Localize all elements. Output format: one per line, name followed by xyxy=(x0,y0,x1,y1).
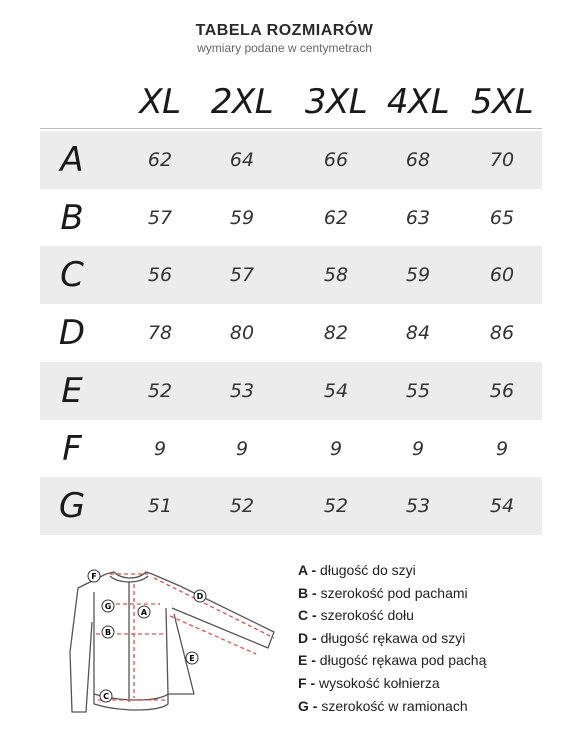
legend-key: D xyxy=(298,629,309,646)
table-cell: 54 xyxy=(489,495,515,518)
table-cell: 60 xyxy=(489,264,515,287)
marker-c xyxy=(100,690,112,702)
table-cell: 9 xyxy=(153,437,167,460)
table-cell: 82 xyxy=(323,322,349,345)
table-row xyxy=(40,189,542,247)
legend-text: długość rękawa pod pachą xyxy=(319,652,487,669)
legend-separator: - xyxy=(307,652,320,669)
legend-item xyxy=(298,652,486,675)
table-cell: 68 xyxy=(405,149,431,171)
row-label: D xyxy=(58,313,86,354)
legend-key: F xyxy=(298,674,307,691)
table-cell: 53 xyxy=(405,495,431,518)
row-label: F xyxy=(62,428,82,469)
table-cell: 9 xyxy=(411,437,425,460)
table-row xyxy=(40,420,542,478)
table-cell: 51 xyxy=(147,495,173,518)
legend-text: długość rękawa od szyi xyxy=(320,629,466,646)
table-cell: 52 xyxy=(147,379,173,402)
table-cell: 9 xyxy=(235,437,249,460)
legend-key: C xyxy=(298,607,309,624)
table-cell: 53 xyxy=(229,379,255,402)
table-cell: 86 xyxy=(489,322,515,345)
table-row xyxy=(40,246,542,304)
table-row xyxy=(40,477,542,535)
legend-key: A xyxy=(298,562,308,578)
svg-text:D: D xyxy=(196,592,204,601)
table-cell: 62 xyxy=(323,206,349,229)
legend-separator: - xyxy=(307,562,321,578)
size-header-2xl: 2XL xyxy=(210,82,274,122)
svg-text:A: A xyxy=(140,608,148,617)
table-cell: 66 xyxy=(323,149,349,171)
table-cell: 65 xyxy=(489,206,515,229)
table-row xyxy=(40,362,542,420)
svg-text:E: E xyxy=(189,654,195,663)
legend-text: szerokość w ramionach xyxy=(321,697,468,714)
marker-d xyxy=(194,590,206,602)
legend-item xyxy=(298,562,486,585)
table-cell: 63 xyxy=(405,206,431,229)
size-header-4xl: 4XL xyxy=(386,82,450,122)
svg-text:B: B xyxy=(104,628,112,637)
table-cell: 80 xyxy=(229,322,255,345)
legend-separator: - xyxy=(308,697,322,714)
marker-b xyxy=(102,626,114,638)
legend-item xyxy=(298,585,486,608)
table-cell: 59 xyxy=(229,206,255,229)
table-cell: 52 xyxy=(323,495,349,518)
marker-a xyxy=(138,606,150,618)
row-label: E xyxy=(61,370,83,411)
row-label: C xyxy=(60,255,84,296)
row-label: G xyxy=(58,486,86,527)
table-cell: 70 xyxy=(489,149,515,171)
legend-text: długość do szyi xyxy=(320,562,416,578)
table-cell: 78 xyxy=(147,322,173,345)
table-cell: 54 xyxy=(323,379,349,402)
marker-g xyxy=(102,600,114,612)
row-label: A xyxy=(60,140,84,180)
table-cell: 56 xyxy=(147,264,173,287)
table-cell: 9 xyxy=(495,437,509,460)
legend-item xyxy=(298,675,486,698)
legend-key: B xyxy=(298,584,309,601)
row-label: B xyxy=(60,197,84,238)
legend-separator: - xyxy=(306,674,320,691)
legend-text: szerokość pod pachami xyxy=(320,584,468,601)
legend-separator: - xyxy=(308,584,321,601)
table-cell: 57 xyxy=(147,206,173,229)
table-cell: 62 xyxy=(147,149,173,171)
table-cell: 9 xyxy=(329,437,343,460)
table-row xyxy=(40,304,542,362)
table-top-divider xyxy=(40,128,542,129)
legend-text: wysokość kołnierza xyxy=(319,674,440,691)
jacket-measurement-diagram xyxy=(60,562,292,722)
legend-separator: - xyxy=(308,607,321,624)
table-row xyxy=(40,131,542,189)
legend-item xyxy=(298,630,486,653)
svg-text:G: G xyxy=(104,602,112,611)
table-cell: 57 xyxy=(229,264,255,287)
table-cell: 52 xyxy=(229,495,255,518)
table-cell: 58 xyxy=(323,264,349,287)
table-cell: 56 xyxy=(489,379,515,402)
legend-text: szerokość dołu xyxy=(320,607,414,624)
marker-f xyxy=(88,570,100,582)
page-subtitle: wymiary podane w centymetrach xyxy=(197,41,372,55)
svg-text:F: F xyxy=(91,572,97,581)
size-header-5xl: 5XL xyxy=(470,82,534,122)
legend-item xyxy=(298,698,486,721)
legend-key: G xyxy=(298,697,309,714)
table-cell: 64 xyxy=(229,149,255,171)
table-cell: 59 xyxy=(405,264,431,287)
legend-item xyxy=(298,607,486,630)
size-header-xl: XL xyxy=(139,82,181,122)
size-header-3xl: 3XL xyxy=(304,82,368,122)
marker-e xyxy=(186,652,198,664)
table-cell: 55 xyxy=(405,379,431,402)
table-cell: 84 xyxy=(405,322,431,345)
page-title: TABELA ROZMIARÓW xyxy=(195,22,374,39)
legend-key: E xyxy=(298,652,308,669)
svg-text:C: C xyxy=(103,692,109,701)
legend-separator: - xyxy=(308,629,321,646)
measurement-legend xyxy=(298,562,486,720)
